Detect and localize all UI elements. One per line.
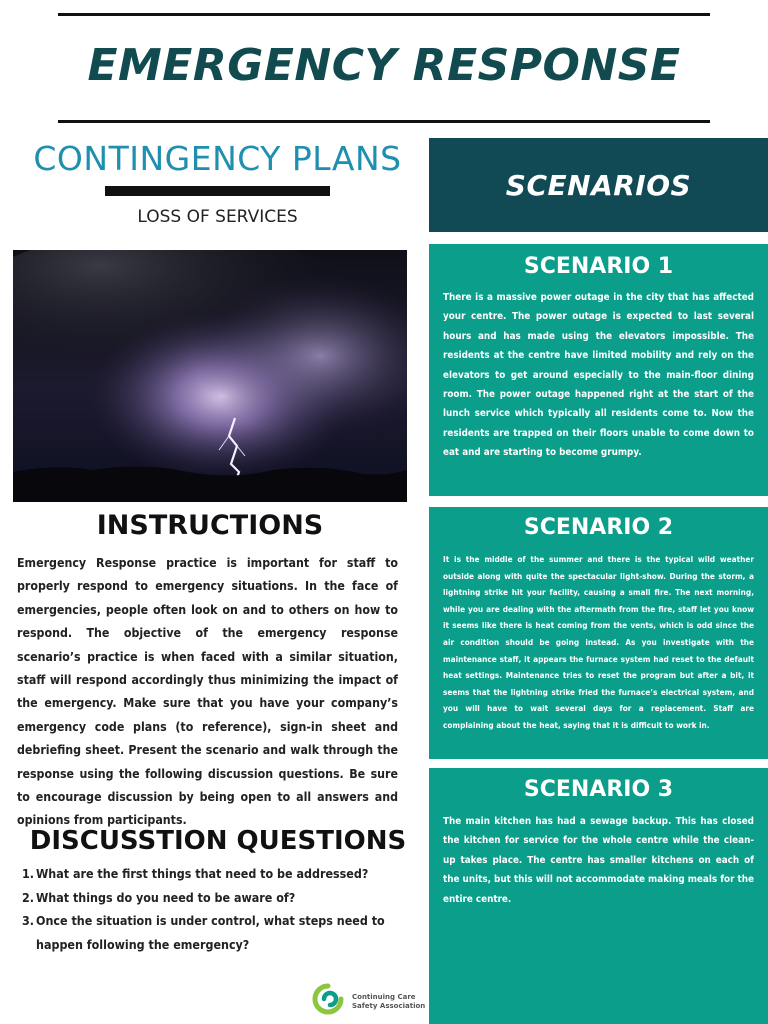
title-divider	[58, 120, 710, 123]
ccsa-logo	[310, 982, 428, 1018]
title-underline-bar	[105, 186, 330, 196]
logo-line-1: Continuing Care	[352, 993, 416, 1001]
question-text: What things do you need to be aware of?	[36, 889, 296, 905]
discussion-questions-list	[17, 862, 417, 956]
question-text: Once the situation is under control, what steps need to happen following the emergency?	[36, 913, 385, 952]
scenario-card-2	[429, 507, 768, 759]
storm-lightning-photo	[13, 250, 407, 502]
scenario-title: SCENARIO 1	[523, 254, 674, 279]
scenario-title: SCENARIO 3	[523, 777, 674, 802]
ccsa-logo-mark-icon	[310, 982, 348, 1018]
scenarios-banner	[429, 138, 768, 232]
discussion-question	[17, 886, 417, 910]
instructions-body: Emergency Response practice is important for staff to properly respond to emergency situations. In the face of emergencies, people often look on and to others on how to respond. The objective of the emergency response scenario’s practice is when faced with a similar situation, staff will respond accordingly thus minimizing the impact of the emergency. Make sure that you have your company’s emergency code plans (to reference), sign-in sheet and debriefing sheet. Present the scenario and walk through the response using the following discussion questions. Be sure to encourage discussion by being open to all answers and opinions from participants.	[17, 556, 398, 828]
loss-of-services-subtitle: LOSS OF SERVICES	[137, 207, 298, 227]
scenario-text: The main kitchen has had a sewage backup. This has closed the kitchen for service for the whole centre while the clean-up takes place. The centre has smaller kitchens on each of the units, but this will not accommodate making meals for the entire centre.	[443, 816, 754, 905]
discussion-questions-heading: DISCUSSTION QUESTIONS	[29, 826, 407, 856]
page-title: EMERGENCY RESPONSE	[87, 40, 681, 91]
discussion-question	[17, 909, 417, 956]
scenario-card-1	[429, 244, 768, 496]
top-divider	[58, 13, 710, 16]
scenarios-banner-label: SCENARIOS	[505, 168, 692, 202]
scenario-title: SCENARIO 2	[523, 515, 674, 540]
scenario-card-3	[429, 768, 768, 1024]
question-number: 2.	[22, 889, 34, 905]
logo-line-2: Safety Association	[352, 1002, 426, 1010]
question-number: 1.	[22, 866, 34, 881]
question-number: 3.	[22, 913, 34, 928]
discussion-question	[17, 862, 417, 886]
contingency-plans-title: CONTINGENCY PLANS	[33, 139, 402, 178]
logo-text	[352, 993, 425, 1011]
scenario-text: There is a massive power outage in the city that has affected your centre. The power outage is expected to last several hours and has made using the elevators impossible. The residents at the centre have limited mobility and rely on the elevators to get around especially to the main-floor dining room. The power outage happened right at the start of the lunch service which typically all residents come to. Now the residents are trapped on their floors unable to come down to eat and are starting to become grumpy.	[443, 292, 754, 459]
instructions-heading: INSTRUCTIONS	[96, 510, 324, 541]
question-text: What are the first things that need to be addressed?	[36, 866, 369, 881]
scenario-text: It is the middle of the summer and there is the typical wild weather outside along with quite the spectacular light-show. During the storm, a lightning strike hit your facility, causing a small fire. The next morning, while you are dealing with the aftermath from the fire, staff let you know it seems like there is heat coming from the vents, which is odd since the air condition should be going instead. As you investigate with the maintenance staff, it appears the furnace system had reset to the default heat settings. Maintenance tries to reset the program but after a bit, it seems that the lightning strike fried the furnace’s electrical system, and you will have to wait several days for a replacement. Staff are complaining about the heat, saying that it is difficult to work in.	[443, 554, 754, 730]
